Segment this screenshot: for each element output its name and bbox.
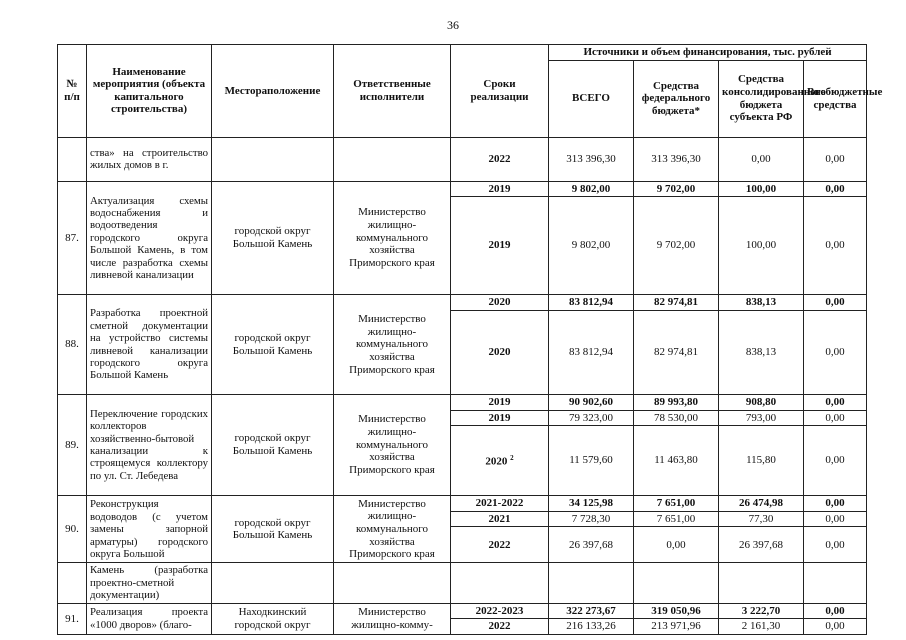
row-federal: 78 530,00: [634, 410, 719, 426]
row-term: 2022: [451, 619, 549, 635]
table-row: [58, 394, 867, 410]
row-extra: 0,00: [804, 496, 867, 512]
row-term: 2021-2022: [451, 496, 549, 512]
row-num: 87.: [58, 181, 87, 295]
header-num: № п/п: [58, 45, 87, 138]
row-term: 2019: [451, 410, 549, 426]
row-federal: 82 974,81: [634, 310, 719, 394]
row-num: 89.: [58, 394, 87, 495]
row-total: 79 323,00: [549, 410, 634, 426]
row-total: 11 579,60: [549, 426, 634, 496]
row-name: Реконструкция водоводов (с учетом замены запорной арматуры) городского округа Большой: [87, 496, 212, 563]
row-term-year: 2020: [485, 455, 508, 468]
header-place: Местораположение: [212, 45, 334, 138]
row-federal: 82 974,81: [634, 295, 719, 311]
row-federal: 319 050,96: [634, 603, 719, 619]
row-regional: 3 222,70: [719, 603, 804, 619]
row-name: Разработка проектной сметной документации на устройство системы ливневой канализации городского округа Большой Камень: [87, 295, 212, 395]
row-place: городской округ Большой Камень: [212, 394, 334, 495]
row-federal: 313 396,30: [634, 137, 719, 181]
financing-table: [57, 44, 883, 635]
row-extra: 0,00: [804, 603, 867, 619]
row-name: Актуализация схемы водоснабжения и водоотведения городского округа Большой Камень, в том числе разработка схемы ливневой канализации: [87, 181, 212, 295]
header-sources: Источники и объем финансирования, тыс. рублей: [549, 45, 867, 61]
row-place: городской округ Большой Камень: [212, 496, 334, 563]
row-total: 9 802,00: [549, 181, 634, 197]
table-row: [58, 563, 867, 603]
row-total: 322 273,67: [549, 603, 634, 619]
row-resp: Министерство жилищно-коммунального хозяйства Приморского края: [334, 295, 451, 395]
row-total: 83 812,94: [549, 295, 634, 311]
row-federal: 7 651,00: [634, 496, 719, 512]
row-federal: 7 651,00: [634, 511, 719, 527]
row-regional: 908,80: [719, 394, 804, 410]
header-resp: Ответственные исполнители: [334, 45, 451, 138]
row-term: 2020: [451, 310, 549, 394]
row-resp: Министерство жилищно-коммунального хозяйства Приморского края: [334, 496, 451, 563]
row-term: 2022: [451, 527, 549, 563]
row-extra: 0,00: [804, 394, 867, 410]
row-extra: 0,00: [804, 527, 867, 563]
page-number: 36: [447, 18, 459, 32]
row-term: [451, 426, 549, 496]
row-num: 90.: [58, 496, 87, 563]
row-num: 88.: [58, 295, 87, 395]
row-extra: 0,00: [804, 619, 867, 635]
row-name: Камень (разработка проектно-сметной документации): [87, 563, 212, 603]
row-regional: 100,00: [719, 197, 804, 295]
row-regional: 838,13: [719, 295, 804, 311]
row-regional: 26 397,68: [719, 527, 804, 563]
row-term: 2019: [451, 197, 549, 295]
row-regional: 0,00: [719, 137, 804, 181]
row-num: 91.: [58, 603, 87, 634]
row-total: 90 902,60: [549, 394, 634, 410]
row-name: Переключение городских коллекторов хозяйственно-бытовой канализации к строящемуся коллектору по ул. Ст. Лебедева: [87, 394, 212, 495]
table-row: [58, 496, 867, 512]
row-term: 2019: [451, 394, 549, 410]
row-term: 2019: [451, 181, 549, 197]
table-row: [58, 181, 867, 197]
row-total: 7 728,30: [549, 511, 634, 527]
row-total: 313 396,30: [549, 137, 634, 181]
row-total: 83 812,94: [549, 310, 634, 394]
row-federal: 0,00: [634, 527, 719, 563]
row-term: 2021: [451, 511, 549, 527]
row-federal: 9 702,00: [634, 197, 719, 295]
row-regional: 2 161,30: [719, 619, 804, 635]
header-total: ВСЕГО: [549, 60, 634, 137]
row-extra: 0,00: [804, 181, 867, 197]
header-regional: Средства консолидированного бюджета субъекта РФ: [719, 60, 804, 137]
table-row: [58, 603, 867, 619]
row-resp: Министерство жилищно-комму-: [334, 603, 451, 634]
row-name: ства» на строительство жилых домов в г.: [87, 137, 212, 181]
table-row: [58, 137, 867, 181]
row-term: 2022: [451, 137, 549, 181]
row-extra: 0,00: [804, 197, 867, 295]
row-extra: 0,00: [804, 410, 867, 426]
row-federal: 89 993,80: [634, 394, 719, 410]
row-total: 9 802,00: [549, 197, 634, 295]
row-regional: 115,80: [719, 426, 804, 496]
row-federal: 11 463,80: [634, 426, 719, 496]
row-extra: 0,00: [804, 137, 867, 181]
row-total: 34 125,98: [549, 496, 634, 512]
row-extra: 0,00: [804, 295, 867, 311]
row-extra: 0,00: [804, 310, 867, 394]
row-term: 2022-2023: [451, 603, 549, 619]
row-place: городской округ Большой Камень: [212, 295, 334, 395]
row-extra: 0,00: [804, 426, 867, 496]
row-regional: 100,00: [719, 181, 804, 197]
row-place: городской округ Большой Камень: [212, 181, 334, 295]
header-term: Сроки реализации: [451, 45, 549, 138]
row-total: 26 397,68: [549, 527, 634, 563]
header-extra: Внебюджетные средства: [804, 60, 867, 137]
row-term: 2020: [451, 295, 549, 311]
row-resp: Министерство жилищно-коммунального хозяйства Приморского края: [334, 394, 451, 495]
row-federal: 213 971,96: [634, 619, 719, 635]
row-name: Реализация проекта «1000 дворов» (благо-: [87, 603, 212, 634]
header-federal: Средства федерального бюджета*: [634, 60, 719, 137]
row-regional: 26 474,98: [719, 496, 804, 512]
row-federal: 9 702,00: [634, 181, 719, 197]
footnote-mark: 2: [510, 453, 514, 462]
row-place: Находкинский городской округ: [212, 603, 334, 634]
header-name: Наименование мероприятия (объекта капитального строительства): [87, 45, 212, 138]
row-extra: 0,00: [804, 511, 867, 527]
row-resp: Министерство жилищно-коммунального хозяйства Приморского края: [334, 181, 451, 295]
row-regional: 793,00: [719, 410, 804, 426]
table-row: [58, 295, 867, 311]
row-regional: 77,30: [719, 511, 804, 527]
row-total: 216 133,26: [549, 619, 634, 635]
row-regional: 838,13: [719, 310, 804, 394]
